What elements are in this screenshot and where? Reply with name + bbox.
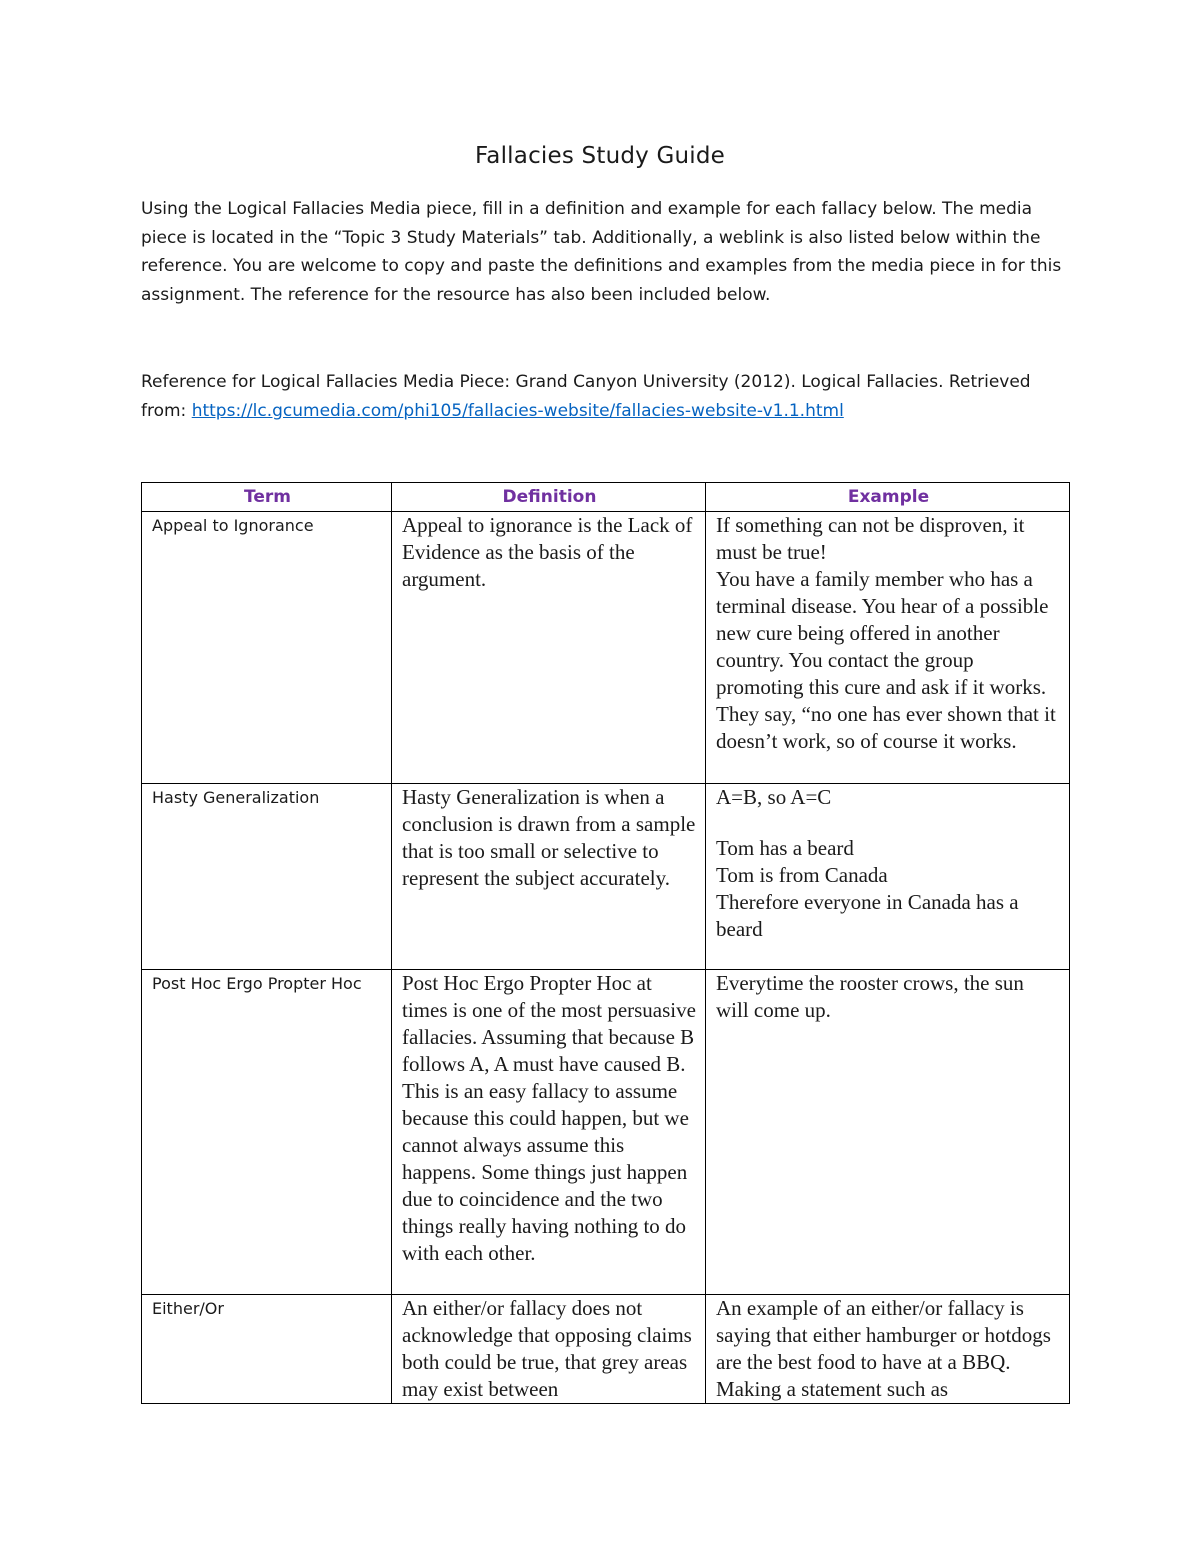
term-cell: Post Hoc Ergo Propter Hoc	[142, 970, 392, 1295]
header-term: Term	[142, 483, 392, 512]
example-line: If something can not be disproven, it must be true!	[716, 513, 1025, 564]
table-header-row	[142, 483, 1070, 512]
fallacies-table	[141, 482, 1070, 1404]
table-row	[142, 1295, 1070, 1404]
example-cell	[706, 512, 1070, 784]
page-title: Fallacies Study Guide	[474, 143, 726, 169]
term-cell: Hasty Generalization	[142, 784, 392, 970]
term-cell: Either/Or	[142, 1295, 392, 1404]
header-definition: Definition	[392, 483, 706, 512]
example-cell	[706, 970, 1070, 1295]
example-cell	[706, 784, 1070, 970]
header-example: Example	[706, 483, 1070, 512]
example-line: You have a family member who has a terminal disease. You hear of a possible new cure being offered in another country. You contact the group promoting this cure and ask if it works. They say, “no one has ever shown that it doesn’t work, so of course it works.	[716, 567, 1056, 753]
definition-cell: An either/or fallacy does not acknowledge that opposing claims both could be true, that grey areas may exist between	[392, 1295, 706, 1404]
reference-paragraph	[141, 368, 1066, 425]
reference-text: Reference for Logical Fallacies Media Piece: Grand Canyon University (2012). Logical Fallacies. Retrieved from:	[141, 372, 1031, 421]
definition-cell: Appeal to ignorance is the Lack of Evidence as the basis of the argument.	[392, 512, 706, 784]
example-cell	[706, 1295, 1070, 1404]
example-line: Tom is from Canada	[716, 863, 888, 887]
example-line: Everytime the rooster crows, the sun will come up.	[716, 971, 1024, 1022]
table-row	[142, 970, 1070, 1295]
instructions-paragraph: Using the Logical Fallacies Media piece, fill in a definition and example for each fallacy below. The media piece is located in the “Topic 3 Study Materials” tab. Additionally, a weblink is also listed below within the reference. You are welcome to copy and paste the definitions and examples from the media piece in for this assignment. The reference for the resource has also been included below.	[141, 199, 1062, 305]
term-cell: Appeal to Ignorance	[142, 512, 392, 784]
definition-cell: Post Hoc Ergo Propter Hoc at times is one of the most persuasive fallacies. Assuming that because B follows A, A must have caused B. This is an easy fallacy to assume because this could happen, but we cannot always assume this happens. Some things just happen due to coincidence and the two things really having nothing to do with each other.	[392, 970, 706, 1295]
table-row	[142, 512, 1070, 784]
reference-link[interactable]: https://lc.gcumedia.com/phi105/fallacies-website/fallacies-website-v1.1.html	[191, 400, 844, 421]
definition-cell: Hasty Generalization is when a conclusion is drawn from a sample that is too small or selective to represent the subject accurately.	[392, 784, 706, 970]
table-row	[142, 784, 1070, 970]
example-line: Therefore everyone in Canada has a beard	[716, 890, 1019, 941]
example-spacer	[716, 811, 1061, 835]
example-line: A=B, so A=C	[716, 785, 832, 809]
example-line: Tom has a beard	[716, 836, 854, 860]
example-line: An example of an either/or fallacy is saying that either hamburger or hotdogs are the best food to have at a BBQ. Making a statement such as	[716, 1296, 1051, 1401]
